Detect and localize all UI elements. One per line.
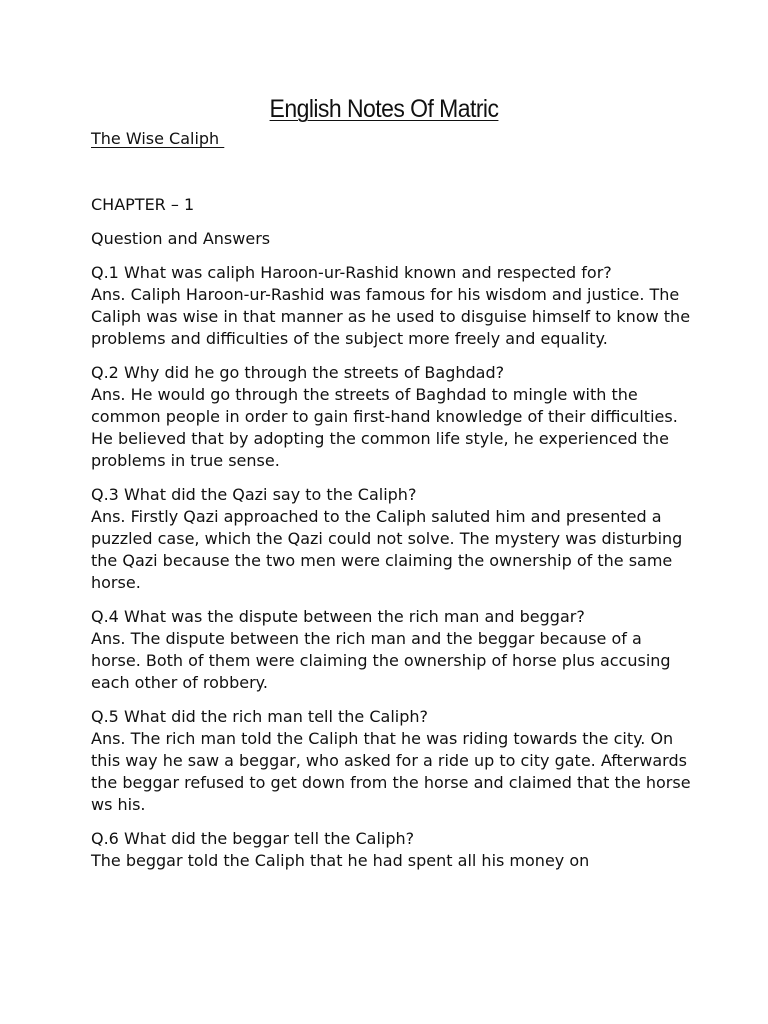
document-title: English Notes Of Matric <box>269 95 499 123</box>
qa-item-5 <box>91 706 691 816</box>
story-title: The Wise Caliph <box>91 129 225 148</box>
answer-6: The beggar told the Caliph that he had spent all his money on <box>91 851 590 870</box>
question-2: Q.2 Why did he go through the streets of Baghdad? <box>91 363 505 382</box>
qa-item-4 <box>91 606 691 694</box>
section-heading: Question and Answers <box>91 229 271 248</box>
qa-item-1 <box>91 262 691 350</box>
qa-item-6 <box>91 828 691 872</box>
answer-2: Ans. He would go through the streets of Baghdad to mingle with the common people in order to gain first-hand knowledge of their difficulties. He believed that by adopting the common life style, he experienced the problems in true sense. <box>91 385 678 470</box>
question-5: Q.5 What did the rich man tell the Caliph? <box>91 707 429 726</box>
chapter-heading: CHAPTER – 1 <box>91 195 195 214</box>
question-4: Q.4 What was the dispute between the rich man and beggar? <box>91 607 585 626</box>
answer-1: Ans. Caliph Haroon-ur-Rashid was famous for his wisdom and justice. The Caliph was wise in that manner as he used to disguise himself to know the problems and difficulties of the subject more freely and equality. <box>91 285 691 348</box>
question-6: Q.6 What did the beggar tell the Caliph? <box>91 829 415 848</box>
answer-5: Ans. The rich man told the Caliph that he was riding towards the city. On this way he saw a beggar, who asked for a ride up to city gate. Afterwards the beggar refused to get down from the horse and claimed that the horse ws his. <box>91 729 691 814</box>
qa-item-2 <box>91 362 691 472</box>
question-3: Q.3 What did the Qazi say to the Caliph? <box>91 485 417 504</box>
question-1: Q.1 What was caliph Haroon-ur-Rashid known and respected for? <box>91 263 612 282</box>
qa-item-3 <box>91 484 691 594</box>
answer-4: Ans. The dispute between the rich man and the beggar because of a horse. Both of them were claiming the ownership of horse plus accusing each other of robbery. <box>91 629 671 692</box>
answer-3: Ans. Firstly Qazi approached to the Caliph saluted him and presented a puzzled case, which the Qazi could not solve. The mystery was disturbing the Qazi because the two men were claiming the ownership of the same horse. <box>91 507 683 592</box>
document-body <box>91 128 691 872</box>
